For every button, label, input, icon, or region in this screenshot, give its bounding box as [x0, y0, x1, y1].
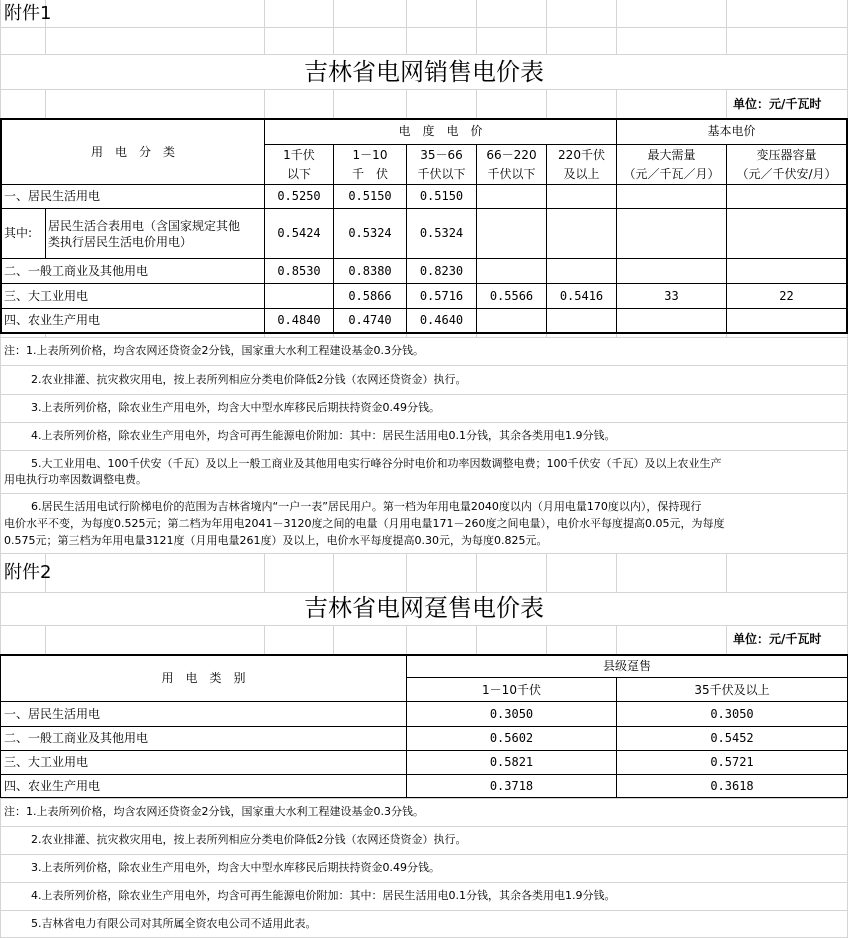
border-line — [0, 774, 848, 775]
table-cell: 0.4840 — [277, 313, 321, 327]
border-line — [616, 144, 848, 145]
annex1-unit: 单位：元/千瓦时 — [733, 97, 822, 111]
row-label: 四、农业生产用电 — [4, 313, 101, 327]
table-cell: 0.5324 — [419, 226, 464, 240]
table-cell: 0.5721 — [710, 755, 754, 769]
border-line — [0, 283, 848, 284]
col-header: 以下 — [286, 167, 311, 181]
note-line: 注：1.上表所列价格，均含农网还贷资金2分钱，国家重大水利工程建设基金0.3分钱。 — [4, 344, 424, 357]
border-line — [0, 701, 848, 702]
table-cell: 22 — [779, 289, 794, 303]
border-line — [264, 144, 616, 145]
row-label: 三、大工业用电 — [4, 289, 89, 303]
col-header: （元／千伏安/月） — [736, 167, 837, 181]
annex2-unit: 单位：元/千瓦时 — [733, 632, 822, 646]
table-cell: 0.5452 — [710, 731, 754, 745]
border-line — [0, 118, 848, 120]
border-line — [0, 654, 848, 656]
col-header: 千伏以下 — [417, 167, 466, 181]
border-line — [0, 308, 848, 309]
col-header: 35千伏及以上 — [694, 683, 770, 697]
header-basic-price: 基本电价 — [707, 124, 756, 138]
row-label: 三、大工业用电 — [4, 755, 89, 769]
annex1-label: 附件1 — [4, 3, 52, 24]
table-cell: 0.3050 — [710, 707, 754, 721]
note-line: 用电执行功率因数调整电费。 — [4, 473, 147, 486]
note-line: 5.大工业用电、100千伏安（千瓦）及以上一般工商业及其他用电实行峰谷分时电价和功率因数调整电费；100千伏安（千瓦）及以上农业生产 — [31, 457, 722, 470]
table-cell: 0.8530 — [277, 264, 321, 278]
table-cell: 0.5716 — [419, 289, 464, 303]
table-cell: 0.8380 — [348, 264, 392, 278]
table-cell: 0.5150 — [348, 189, 392, 203]
table-cell: 0.5602 — [489, 731, 534, 745]
note-line: 5.吉林省电力有限公司对其所属全资农电公司不适用此表。 — [31, 917, 317, 930]
col-header: 220千伏 — [558, 148, 605, 162]
table-cell: 0.5250 — [277, 189, 321, 203]
table-cell: 0.3050 — [489, 707, 534, 721]
note-line: 2.农业排灌、抗灾救灾用电，按上表所列相应分类电价降低2分钱（农网还贷资金）执行。 — [31, 833, 467, 846]
border-line — [0, 208, 848, 209]
col-header: 66－220 — [486, 148, 537, 162]
row-label: 二、一般工商业及其他用电 — [4, 264, 149, 278]
gridline-h — [0, 553, 848, 554]
row-label: 居民生活合表用电（含国家规定其他 — [48, 219, 241, 233]
col-header: 1－10千伏 — [482, 683, 541, 697]
table-cell: 0.5424 — [277, 226, 321, 240]
table-cell: 0.5150 — [419, 189, 464, 203]
col-header: 千伏以下 — [487, 167, 536, 181]
note-line: 3.上表所列价格，除农业生产用电外，均含大中型水库移民后期扶持资金0.49分钱。 — [31, 861, 440, 874]
border-line — [0, 184, 848, 185]
note-line: 2.农业排灌、抗灾救灾用电，按上表所列相应分类电价降低2分钱（农网还贷资金）执行。 — [31, 373, 467, 386]
row-label: 类执行居民生活电价用电） — [48, 235, 193, 249]
note-line: 0.575元；第三档为年用电量3121度（月用电量261度）及以上，电价水平每度提高0.30元，为每度0.825元。 — [4, 534, 548, 547]
gridline-h — [0, 89, 848, 90]
note-line: 4.上表所列价格，除农业生产用电外，均含可再生能源电价附加：其中：居民生活用电0.1分钱，其余各类用电1.9分钱。 — [31, 889, 616, 902]
table-cell: 0.5416 — [559, 289, 604, 303]
col-header: 最大需量 — [647, 148, 696, 162]
table-cell: 0.4640 — [419, 313, 464, 327]
gridline-h — [0, 625, 848, 626]
table-cell: 0.5866 — [348, 289, 392, 303]
note-line: 6.居民生活用电试行阶梯电价的范围为吉林省境内“一户一表”居民用户。第一档为年用电量2040度以内（月用电量170度以内），保持现行 — [31, 500, 702, 513]
border-line — [0, 332, 848, 334]
annex2-label: 附件2 — [4, 562, 52, 583]
table-cell: 0.5566 — [489, 289, 534, 303]
table-cell: 0.8230 — [419, 264, 464, 278]
note-line: 4.上表所列价格，除农业生产用电外，均含可再生能源电价附加：其中：居民生活用电0.1分钱，其余各类用电1.9分钱。 — [31, 429, 616, 442]
annex2-title: 吉林省电网趸售电价表 — [304, 594, 544, 622]
col-header: 35－66 — [420, 148, 463, 162]
row-label: 一、居民生活用电 — [4, 707, 101, 721]
row-prefix: 其中: — [4, 226, 33, 240]
col-header: 1千伏 — [283, 148, 315, 162]
note-line: 电价水平不变，为每度0.525元；第二档为年用电2041－3120度之间的电量（月用电量171－260度之间电量），电价水平每度提高0.05元，为每度 — [4, 517, 725, 530]
header-energy-price: 电 度 电 价 — [398, 124, 483, 138]
table-cell: 0.3618 — [710, 779, 754, 793]
table-cell: 0.5324 — [348, 226, 392, 240]
row-label: 一、居民生活用电 — [4, 189, 101, 203]
col-header: 及以上 — [563, 167, 600, 181]
note-line: 3.上表所列价格，除农业生产用电外，均含大中型水库移民后期扶持资金0.49分钱。 — [31, 401, 440, 414]
border-line — [0, 750, 848, 751]
row-label: 二、一般工商业及其他用电 — [4, 731, 149, 745]
border-line — [0, 797, 848, 798]
border-line — [406, 677, 848, 678]
table-cell: 0.3718 — [489, 779, 534, 793]
table-cell: 0.5821 — [489, 755, 534, 769]
col-header: 千 伏 — [351, 167, 388, 181]
col-header: 1－10 — [352, 148, 388, 162]
border-line — [406, 654, 407, 798]
border-line — [0, 726, 848, 727]
header-group: 县级趸售 — [602, 659, 651, 673]
border-line — [0, 258, 848, 259]
header-category: 用 电 分 类 — [90, 145, 175, 159]
note-line: 注：1.上表所列价格，均含农网还贷资金2分钱，国家重大水利工程建设基金0.3分钱。 — [4, 805, 424, 818]
border-line — [45, 208, 46, 258]
table-cell: 33 — [664, 289, 679, 303]
annex1-title: 吉林省电网销售电价表 — [304, 58, 544, 86]
row-label: 四、农业生产用电 — [4, 779, 101, 793]
gridline-h — [0, 27, 848, 28]
table-cell: 0.4740 — [348, 313, 392, 327]
col-header: 变压器容量 — [756, 148, 817, 162]
col-header: （元／千瓦／月） — [623, 167, 720, 181]
header-category: 用 电 类 别 — [161, 671, 246, 685]
